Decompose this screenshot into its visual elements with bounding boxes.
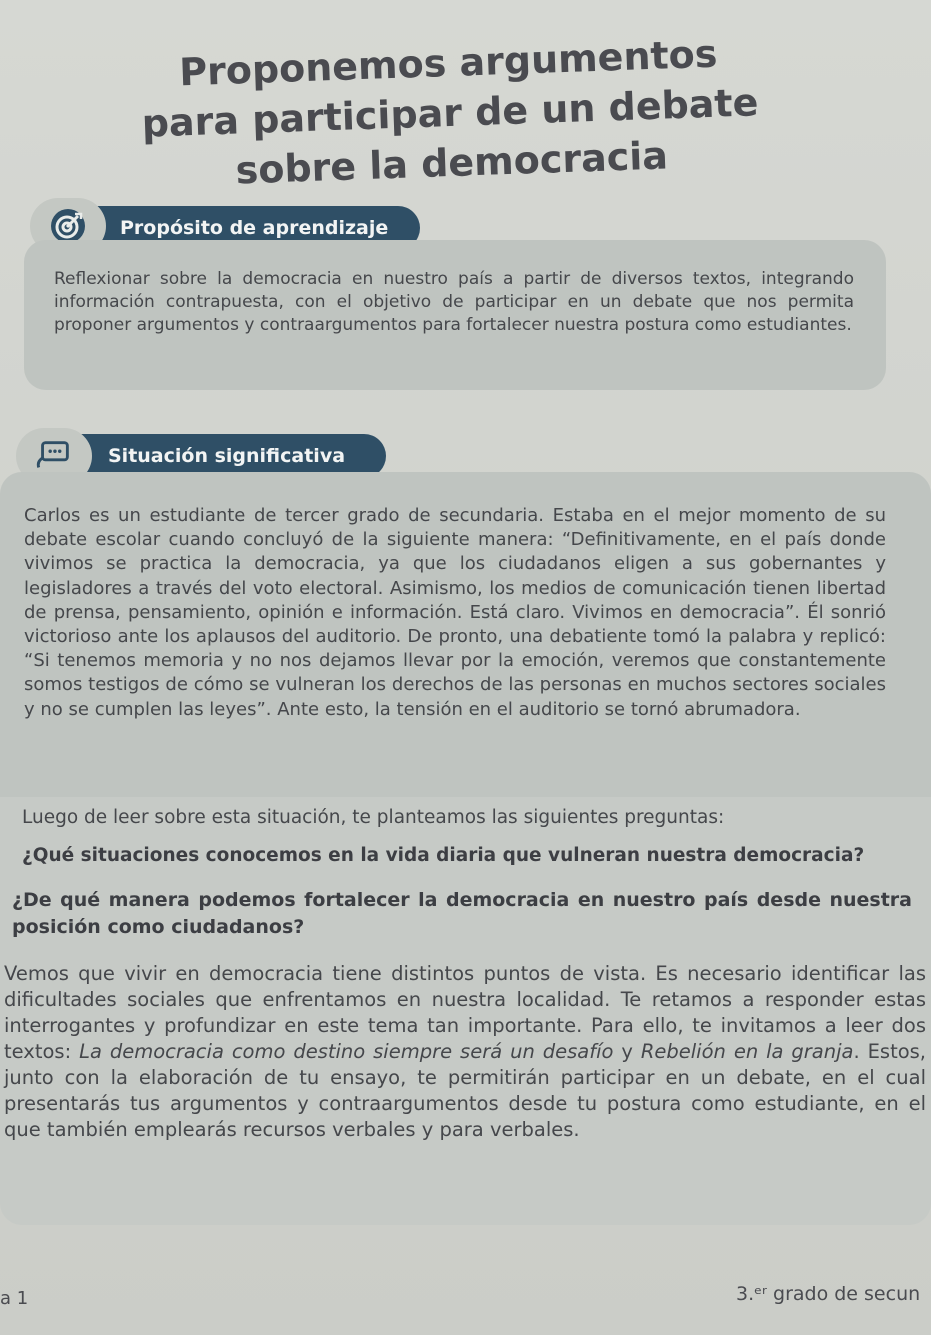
situacion-box [0,472,931,797]
proposito-box [24,240,886,390]
pregunta-1: ¿Qué situaciones conocemos en la vida diaria que vulneran nuestra democracia? [22,845,865,866]
title-line-3: sobre la democracia [234,133,669,193]
cierre-part-1: Vemos que vivir en democracia tiene distintos puntos de vista. Es necesario identificar las dificultades sociales que enfrentamos en nuestra localidad. Te retamos a responder estas interrogantes y profundizar en este tema tan importante. Para ello, te invitamos a leer dos textos: [4,962,926,1063]
situacion-label: Situación significativa [108,445,346,467]
cierre-paragraph [4,961,926,1143]
proposito-label: Propósito de aprendizaje [120,217,389,239]
chat-bubble-icon [33,435,75,477]
cierre-part-3: . Estos, junto con la elaboración de tu ensayo, te permitirán participar en un debate, en el cual presentarás tus argumentos y contraargumentos desde tu postura como estudiante, en el que también emplearás recursos verbales y para verbales. [4,1040,927,1141]
cierre-title-2: Rebelión en la granja [640,1040,854,1063]
page-title [138,27,763,199]
pregunta-2: ¿De qué manera podemos fortalecer la democracia en nuestro país desde nuestra posición como ciudadanos? [12,889,912,938]
page-number: a 1 [0,1288,29,1309]
cierre-part-2: y [613,1040,641,1063]
cierre-title-1: La democracia como destino siempre será un desafío [79,1040,614,1063]
title-line-2: para participar de un debate [140,80,760,146]
title-line-1: Proponemos argumentos [178,31,719,95]
proposito-text: Reflexionar sobre la democracia en nuestro país a partir de diversos textos, integrando información contrapuesta, con el objetivo de participar en un debate que nos permita proponer argumentos y contraargumentos para fortalecer nuestra postura como estudiantes. [54,269,854,335]
intro-preguntas: Luego de leer sobre esta situación, te planteamos las siguientes preguntas: [22,807,725,828]
grade-label: 3.ᵉʳ grado de secun [736,1283,921,1305]
situacion-text: Carlos es un estudiante de tercer grado de secundaria. Estaba en el mejor momento de su debate escolar cuando concluyó de la siguiente manera: “Definitivamente, en el país donde vivimos se practica la democracia, ya que los ciudadanos eligen a sus gobernantes y legisladores a través del voto electoral. Asimismo, los medios de comunicación tienen libertad de prensa, pensamiento, opinión e información. Está claro. Vivimos en democracia”. Él sonrió victorioso ante los aplausos del auditorio. De pronto, una debatiente tomó la palabra y replicó: “Si tenemos memoria y no nos dejamos llevar por la emoción, veremos que constantemente somos testigos de cómo se vulneran los derechos de las personas en muchos sectores sociales y no se cumplen las leyes”. Ante esto, la tensión en el auditorio se tornó abrumadora. [24,505,886,720]
